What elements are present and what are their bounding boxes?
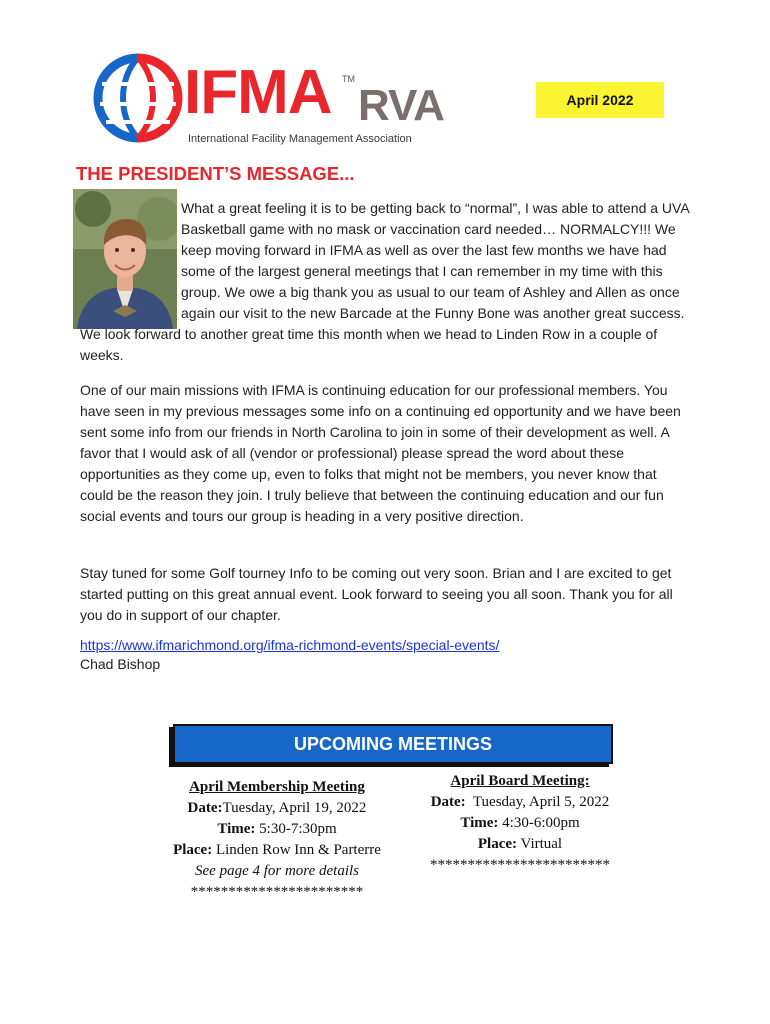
membership-note: See page 4 for more details — [195, 863, 359, 879]
issue-date-badge — [536, 82, 664, 118]
board-date-label: Date: — [430, 794, 466, 810]
board-divider: ************************ — [430, 857, 610, 873]
board-time — [408, 813, 632, 834]
president-message-title: THE PRESIDENT’S MESSAGE... — [76, 163, 355, 184]
membership-place-value: Linden Row Inn & Parterre — [215, 842, 381, 858]
logo-subtitle: International Facility Management Association — [188, 133, 412, 145]
special-events-link[interactable]: https://www.ifmarichmond.org/ifma-richmond-events/special-events/ — [80, 637, 500, 653]
membership-time-value: 5:30-7:30pm — [259, 821, 337, 837]
logo-trademark: TM — [342, 74, 355, 84]
globe-icon — [92, 52, 184, 144]
membership-meeting-block — [163, 777, 391, 903]
logo-rva-text: RVA — [358, 81, 444, 130]
board-time-label: Time: — [460, 815, 499, 831]
president-paragraph-3: Stay tuned for some Golf tourney Info to be coming out very soon. Brian and I are excited to get started putting on this great annual event. Look forward to seeing you all soon. Thank you for all you do in support of our chapter. — [80, 565, 673, 623]
membership-divider: *********************** — [190, 884, 364, 900]
board-date — [408, 792, 632, 813]
upcoming-meetings-title: UPCOMING MEETINGS — [293, 733, 492, 754]
issue-date: April 2022 — [566, 92, 634, 108]
board-place — [408, 834, 632, 855]
membership-time-label: Time: — [217, 821, 256, 837]
signature: Chad Bishop — [80, 656, 161, 672]
board-place-label: Place: — [477, 836, 518, 852]
membership-place-label: Place: — [173, 842, 213, 858]
president-paragraph-2: One of our main missions with IFMA is continuing education for our professional members. You have seen in my previous messages some info on a continuing ed opportunity and we have been sent some info from our friends in North Carolina to join in some of their development as well. A favor that I would ask of all (vendor or professional) please spread the word about these opportunities as they come up, even to folks that might not be members, you never know that could be the reason they join. I truly believe that between the continuing education and our fun social events and tours our group is heading in a very positive direction. — [80, 382, 681, 524]
logo-ifma-text: IFMA — [184, 58, 332, 127]
membership-place — [163, 840, 391, 861]
upcoming-meetings-banner — [173, 724, 613, 764]
membership-date-value: Tuesday, April 19, 2022 — [222, 800, 367, 816]
membership-time — [163, 819, 391, 840]
board-place-value: Virtual — [520, 836, 563, 852]
ifma-rva-logo — [92, 52, 472, 148]
paragraph-1-text: What a great feeling it is to be getting back to “normal”, I was able to attend a UVA Basketball game with no mask or vaccination card needed… NORMALCY!!! We keep moving forward in IFMA as well as over the last few months we have had some of the largest general meetings that I can remember in my time with this group. We owe a big thank you as usual to our team of Ashley and Allen as once again our visit to the new Barcade at the Funny Bone was another great success. We look forward to another great time this month when we head to Linden Row in a couple of weeks. — [80, 200, 689, 363]
membership-meeting-title: April Membership Meeting — [189, 779, 365, 795]
membership-date-label: Date: — [187, 800, 223, 816]
board-meeting-title: April Board Meeting: — [450, 773, 590, 789]
board-date-value: Tuesday, April 5, 2022 — [472, 794, 610, 810]
president-paragraph-1 — [80, 198, 692, 366]
board-meeting-block — [408, 771, 632, 876]
board-time-value: 4:30-6:00pm — [502, 815, 580, 831]
membership-date — [163, 798, 391, 819]
